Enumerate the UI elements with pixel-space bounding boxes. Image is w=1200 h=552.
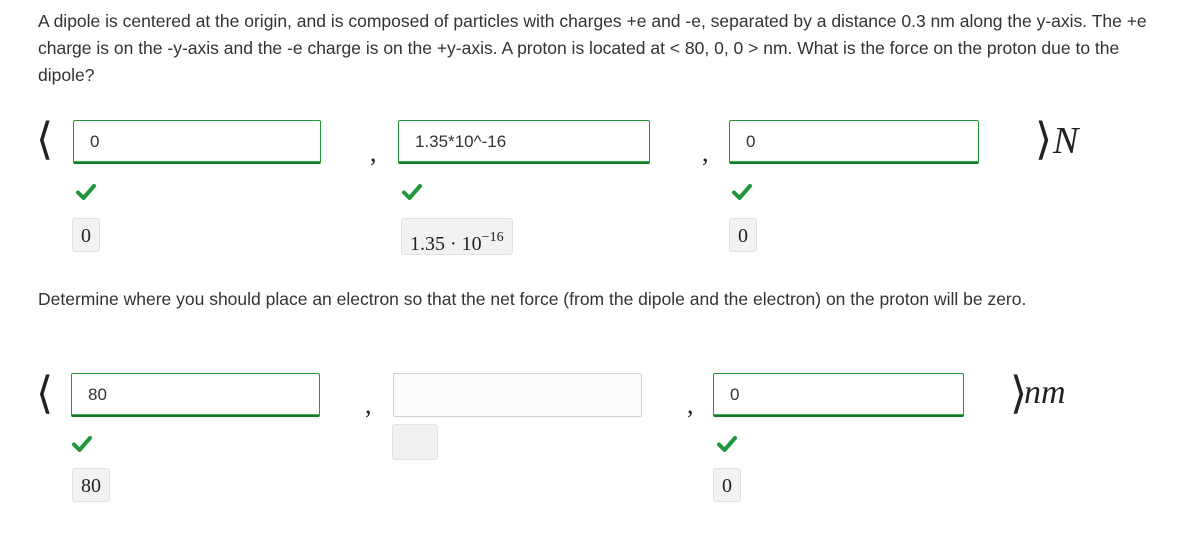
electron-z-input[interactable]: 0 (713, 373, 964, 417)
vector-comma: , (702, 138, 709, 167)
vector-open-bracket: ⟨ (36, 115, 54, 164)
question-prompt-1: A dipole is centered at the origin, and is composed of particles with charges +e and -e, separated by a distance 0.3 nm along the y-axis. The +e charge is on the -y-axis and the -e charge is on the +y-axis. A proton is located at < 80, 0, 0 > nm. What is the force on the proton due to the dipole? (38, 11, 1147, 85)
preview-mantissa: 1.35 · 10 (410, 233, 482, 255)
vector-close-bracket: ⟩ (1010, 369, 1028, 418)
force-x-input[interactable]: 0 (73, 120, 321, 164)
force-x-preview: 0 (72, 218, 100, 252)
force-y-input[interactable]: 1.35*10^-16 (398, 120, 650, 164)
vector-comma: , (370, 138, 377, 167)
check-icon (72, 436, 92, 452)
unit-label-nanometer: nm (1024, 374, 1066, 411)
preview-exponent: −16 (481, 230, 504, 245)
electron-z-preview: 0 (713, 468, 741, 502)
force-y-preview (401, 218, 513, 255)
check-icon (402, 184, 422, 200)
vector-open-bracket: ⟨ (36, 369, 54, 418)
check-icon (76, 184, 96, 200)
question-prompt-2: Determine where you should place an electron so that the net force (from the dipole and the electron) on the proton will be zero. (38, 289, 1027, 309)
vector-comma: , (687, 390, 694, 419)
check-icon (717, 436, 737, 452)
electron-x-input[interactable]: 80 (71, 373, 320, 417)
vector-comma: , (365, 390, 372, 419)
vector-close-bracket: ⟩ (1035, 115, 1053, 164)
force-z-input[interactable]: 0 (729, 120, 979, 164)
electron-y-preview (392, 424, 438, 460)
unit-label-newton: N (1053, 120, 1079, 162)
force-z-preview: 0 (729, 218, 757, 252)
electron-x-preview: 80 (72, 468, 110, 502)
electron-y-input[interactable] (393, 373, 642, 417)
check-icon (732, 184, 752, 200)
